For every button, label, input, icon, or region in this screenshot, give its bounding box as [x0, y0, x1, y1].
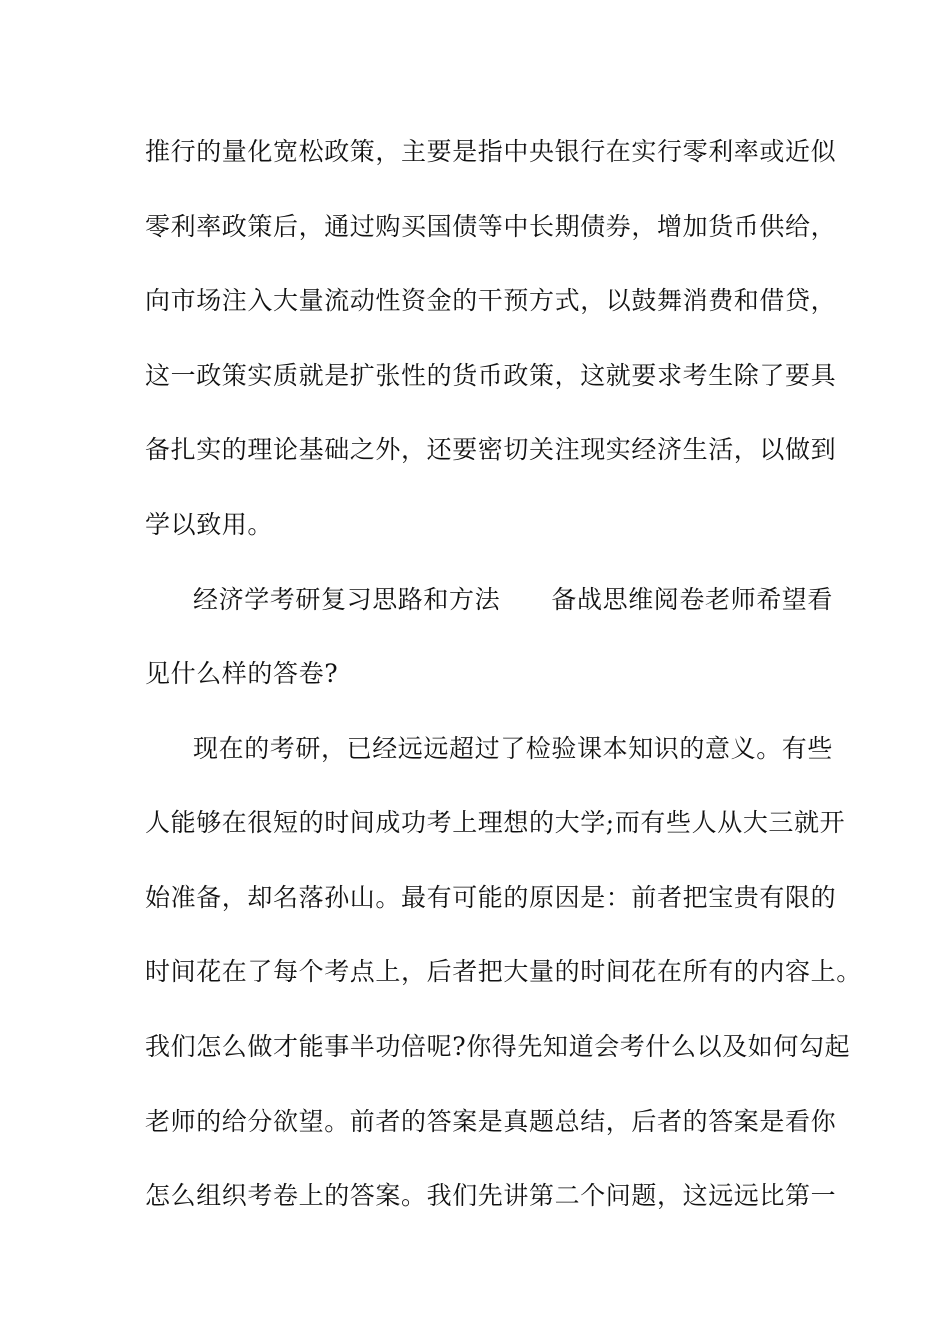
section-heading-line: 见什么样的答卷?: [145, 659, 339, 688]
text-line: 向市场注入大量流动性资金的干预方式，以鼓舞消费和借贷，: [145, 286, 837, 315]
text-line: 我们怎么做才能事半功倍呢?你得先知道会考什么以及如何勾起: [145, 1032, 851, 1061]
text-line: 时间花在了每个考点上，后者把大量的时间花在所有的内容上。: [145, 957, 862, 986]
text-line: 始准备，却名落孙山。最有可能的原因是：前者把宝贵有限的: [145, 883, 837, 912]
text-line: 学以致用。: [145, 510, 274, 539]
text-line: 这一政策实质就是扩张性的货币政策，这就要求考生除了要具: [145, 361, 837, 390]
text-line: 怎么组织考卷上的答案。我们先讲第二个问题，这远远比第一: [145, 1181, 837, 1210]
section-heading-line: 经济学考研复习思路和方法 备战思维阅卷老师希望看: [193, 585, 834, 614]
text-line: 零利率政策后，通过购买国债等中长期债券，增加货币供给，: [145, 212, 837, 241]
text-line: 备扎实的理论基础之外，还要密切关注现实经济生活，以做到: [145, 435, 837, 464]
text-line: 老师的给分欲望。前者的答案是真题总结，后者的答案是看你: [145, 1107, 837, 1136]
text-line: 现在的考研，已经远远超过了检验课本知识的意义。有些: [193, 734, 834, 763]
text-line: 推行的量化宽松政策，主要是指中央银行在实行零利率或近似: [145, 137, 837, 166]
text-line: 人能够在很短的时间成功考上理想的大学;而有些人从大三就开: [145, 808, 846, 837]
